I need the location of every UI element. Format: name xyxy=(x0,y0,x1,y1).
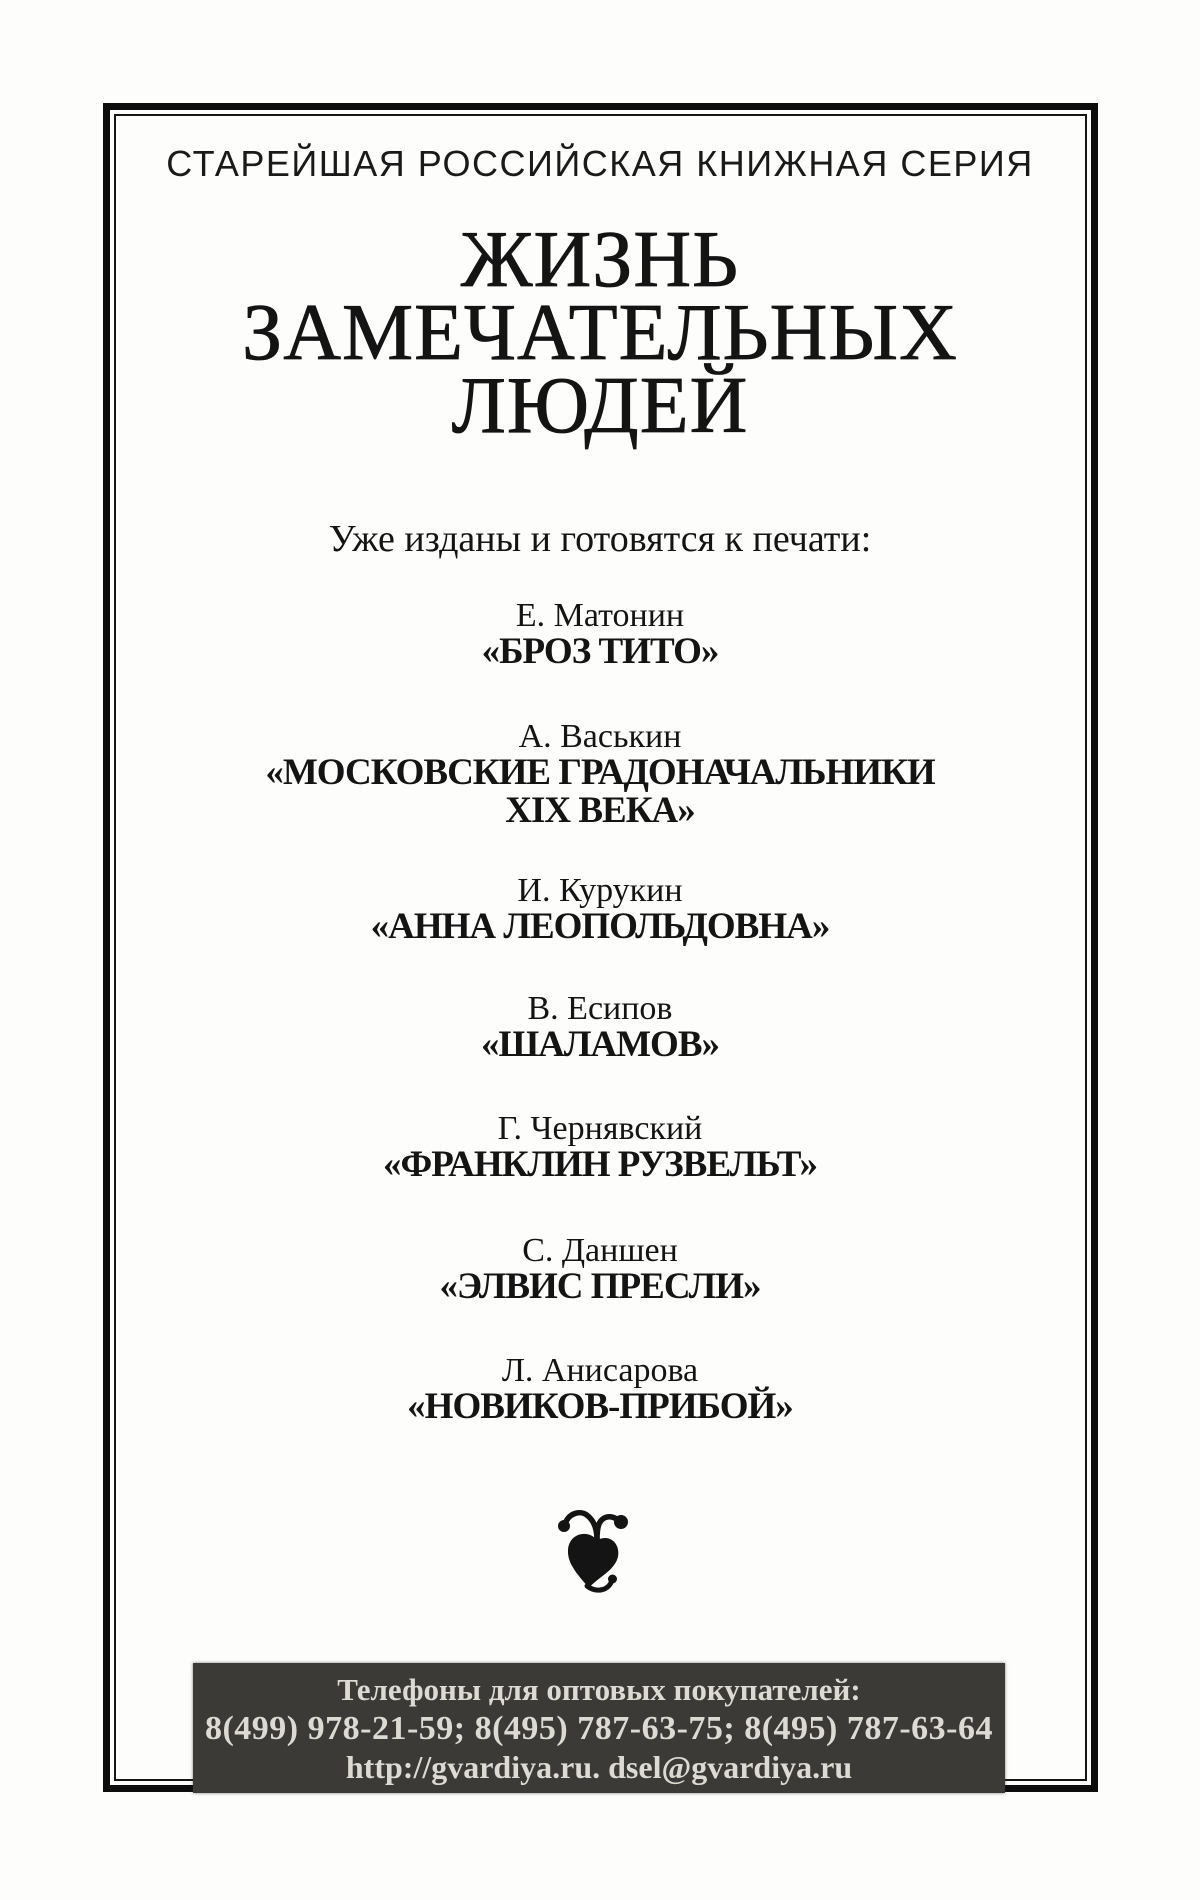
entry-title: «АННА ЛЕОПОЛЬДОВНА» xyxy=(370,906,830,947)
entry-title-line-1: «МОСКОВСКИЕ ГРАДОНАЧАЛЬНИКИ xyxy=(265,752,935,793)
book-entry xyxy=(100,1233,1100,1306)
footer-banner xyxy=(193,1663,1005,1793)
series-title-line-1: ЖИЗНЬ xyxy=(460,216,740,304)
entry-title: «НОВИКОВ-ПРИБОЙ» xyxy=(407,1386,793,1427)
series-header: СТАРЕЙШАЯ РОССИЙСКАЯ КНИЖНАЯ СЕРИЯ xyxy=(166,143,1034,184)
entry-author: В. Есипов xyxy=(527,990,673,1027)
floral-heart-ornament-icon xyxy=(553,1509,637,1593)
entry-author: А. Васькин xyxy=(518,718,682,755)
entry-author: Л. Анисарова xyxy=(501,1352,699,1389)
book-entry xyxy=(100,1111,1100,1184)
entry-title: «ШАЛАМОВ» xyxy=(480,1024,720,1065)
footer-phone-numbers: 8(499) 978-21-59; 8(495) 787-63-75; 8(495) 787-63-64 xyxy=(204,1709,993,1747)
book-entry xyxy=(100,991,1100,1064)
footer-phones-heading: Телефоны для оптовых покупателей: xyxy=(337,1671,861,1707)
series-title-line-3: ЛЮДЕЙ xyxy=(451,362,749,450)
series-title-line-2: ЗАМЕЧАТЕЛЬНЫХ xyxy=(242,289,958,377)
book-entry xyxy=(100,1353,1100,1426)
footer-website-email: http://gvardiya.ru. dsel@gvardiya.ru xyxy=(345,1748,853,1785)
book-entry xyxy=(100,873,1100,946)
entry-author: С. Даншен xyxy=(522,1232,678,1269)
entry-title-line-2: XIX ВЕКА» xyxy=(505,790,695,831)
entry-title: «ЭЛВИС ПРЕСЛИ» xyxy=(439,1266,761,1307)
entry-author: И. Курукин xyxy=(517,872,683,909)
subtitle: Уже изданы и готовятся к печати: xyxy=(328,518,872,560)
entry-title: «ФРАНКЛИН РУЗВЕЛЬТ» xyxy=(382,1144,818,1185)
entry-author: Е. Матонин xyxy=(515,597,685,634)
book-entry xyxy=(100,719,1100,830)
entry-author: Г. Чернявский xyxy=(497,1110,703,1147)
series-title xyxy=(100,216,1100,450)
entry-title: «БРОЗ ТИТО» xyxy=(481,631,719,672)
book-entry xyxy=(100,598,1100,671)
